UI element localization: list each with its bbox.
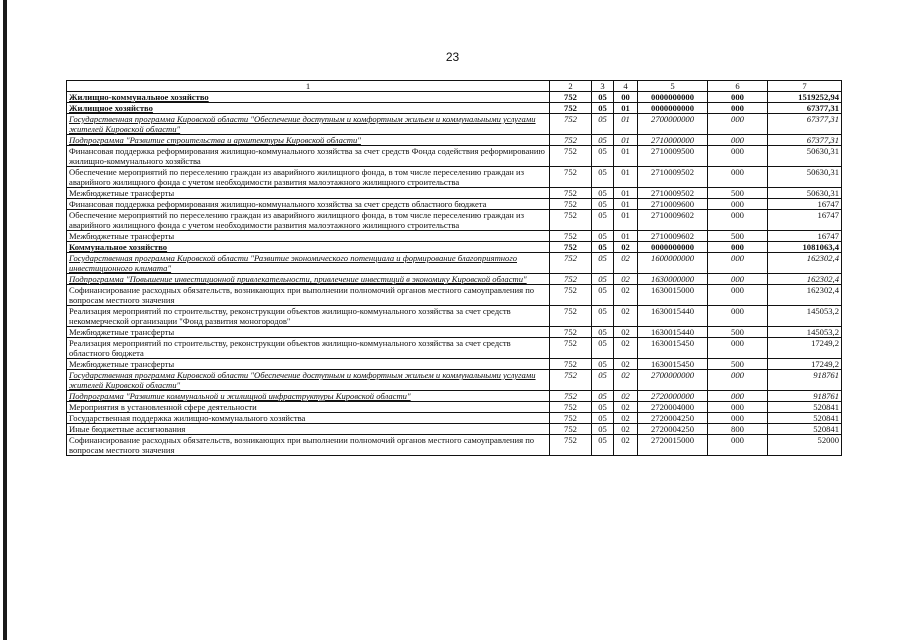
row-admin-code: 752 bbox=[550, 391, 592, 402]
table-row bbox=[67, 114, 842, 135]
header-cell: 1 bbox=[67, 81, 550, 92]
table-row bbox=[67, 146, 842, 167]
row-admin-code: 752 bbox=[550, 424, 592, 435]
row-target-article: 2710009502 bbox=[638, 188, 708, 199]
row-expense-type: 000 bbox=[708, 402, 768, 413]
row-subsection: 00 bbox=[614, 92, 638, 103]
table-row bbox=[67, 424, 842, 435]
row-subsection: 01 bbox=[614, 103, 638, 114]
row-expense-type: 500 bbox=[708, 359, 768, 370]
row-expense-type: 000 bbox=[708, 167, 768, 188]
row-amount: 67377,31 bbox=[768, 103, 842, 114]
table-row bbox=[67, 306, 842, 327]
row-amount: 67377,31 bbox=[768, 135, 842, 146]
row-amount: 145053,2 bbox=[768, 327, 842, 338]
row-amount: 918761 bbox=[768, 370, 842, 391]
row-section: 05 bbox=[592, 103, 614, 114]
row-amount: 67377,31 bbox=[768, 114, 842, 135]
row-section: 05 bbox=[592, 370, 614, 391]
row-target-article: 2720004250 bbox=[638, 413, 708, 424]
row-subsection: 02 bbox=[614, 253, 638, 274]
table-row bbox=[67, 231, 842, 242]
row-section: 05 bbox=[592, 435, 614, 456]
row-amount: 918761 bbox=[768, 391, 842, 402]
row-section: 05 bbox=[592, 391, 614, 402]
row-section: 05 bbox=[592, 242, 614, 253]
row-expense-type: 000 bbox=[708, 199, 768, 210]
row-name: Межбюджетные трансферты bbox=[67, 188, 550, 199]
row-section: 05 bbox=[592, 413, 614, 424]
row-target-article: 1630015000 bbox=[638, 285, 708, 306]
row-amount: 52000 bbox=[768, 435, 842, 456]
header-cell: 6 bbox=[708, 81, 768, 92]
table-row bbox=[67, 210, 842, 231]
row-name: Подпрограмма "Повышение инвестиционной привлекательности, привлечение инвестиций в экономику Кировской области" bbox=[67, 274, 550, 285]
row-name: Государственная программа Кировской области "Развитие экономического потенциала и формирование благоприятного инвестиционного климата" bbox=[67, 253, 550, 274]
row-name: Межбюджетные трансферты bbox=[67, 359, 550, 370]
row-section: 05 bbox=[592, 306, 614, 327]
row-name: Финансовая поддержка реформирования жилищно-коммунального хозяйства за счет средств Фонда содействия реформированию жилищно-коммунального хозяйства bbox=[67, 146, 550, 167]
row-subsection: 01 bbox=[614, 199, 638, 210]
table-row bbox=[67, 391, 842, 402]
row-subsection: 02 bbox=[614, 327, 638, 338]
row-subsection: 02 bbox=[614, 413, 638, 424]
row-name: Коммунальное хозяйство bbox=[67, 242, 550, 253]
header-cell: 5 bbox=[638, 81, 708, 92]
row-section: 05 bbox=[592, 146, 614, 167]
table-row bbox=[67, 402, 842, 413]
row-admin-code: 752 bbox=[550, 210, 592, 231]
row-subsection: 02 bbox=[614, 402, 638, 413]
table-row bbox=[67, 188, 842, 199]
row-name: Софинансирование расходных обязательств, возникающих при выполнении полномочий органов местного самоуправления по вопросам местного значения bbox=[67, 435, 550, 456]
row-name: Иные бюджетные ассигнования bbox=[67, 424, 550, 435]
row-section: 05 bbox=[592, 327, 614, 338]
row-subsection: 02 bbox=[614, 338, 638, 359]
row-admin-code: 752 bbox=[550, 242, 592, 253]
row-target-article: 1630015450 bbox=[638, 338, 708, 359]
row-amount: 16747 bbox=[768, 210, 842, 231]
row-amount: 162302,4 bbox=[768, 253, 842, 274]
row-section: 05 bbox=[592, 253, 614, 274]
row-target-article: 1630015440 bbox=[638, 306, 708, 327]
row-section: 05 bbox=[592, 274, 614, 285]
row-expense-type: 000 bbox=[708, 210, 768, 231]
row-target-article: 2710009602 bbox=[638, 210, 708, 231]
row-admin-code: 752 bbox=[550, 135, 592, 146]
row-name: Реализация мероприятий по строительству, реконструкции объектов жилищно-коммунального хозяйства за счет средств областного бюджета bbox=[67, 338, 550, 359]
row-subsection: 02 bbox=[614, 274, 638, 285]
row-amount: 520841 bbox=[768, 413, 842, 424]
row-name: Государственная поддержка жилищно-коммунального хозяйства bbox=[67, 413, 550, 424]
row-expense-type: 000 bbox=[708, 435, 768, 456]
row-subsection: 02 bbox=[614, 424, 638, 435]
row-admin-code: 752 bbox=[550, 285, 592, 306]
row-admin-code: 752 bbox=[550, 370, 592, 391]
row-name: Государственная программа Кировской области "Обеспечение доступным и комфортным жильем и коммунальными услугами жителей Кировской области" bbox=[67, 114, 550, 135]
table-row bbox=[67, 92, 842, 103]
row-name: Финансовая поддержка реформирования жилищно-коммунального хозяйства за счет средств областного бюджета bbox=[67, 199, 550, 210]
row-subsection: 02 bbox=[614, 391, 638, 402]
row-section: 05 bbox=[592, 199, 614, 210]
table-body bbox=[67, 92, 842, 456]
row-expense-type: 000 bbox=[708, 338, 768, 359]
table-row bbox=[67, 359, 842, 370]
row-section: 05 bbox=[592, 210, 614, 231]
row-name: Софинансирование расходных обязательств, возникающих при выполнении полномочий органов местного самоуправления по вопросам местного значения bbox=[67, 285, 550, 306]
table-row bbox=[67, 253, 842, 274]
row-subsection: 01 bbox=[614, 210, 638, 231]
page-edge-bar bbox=[3, 0, 7, 640]
row-subsection: 02 bbox=[614, 306, 638, 327]
row-admin-code: 752 bbox=[550, 435, 592, 456]
row-subsection: 01 bbox=[614, 146, 638, 167]
row-section: 05 bbox=[592, 424, 614, 435]
row-admin-code: 752 bbox=[550, 338, 592, 359]
header-cell: 4 bbox=[614, 81, 638, 92]
row-expense-type: 000 bbox=[708, 413, 768, 424]
row-section: 05 bbox=[592, 167, 614, 188]
row-target-article: 2710009600 bbox=[638, 199, 708, 210]
header-cell: 2 bbox=[550, 81, 592, 92]
row-amount: 17249,2 bbox=[768, 359, 842, 370]
row-admin-code: 752 bbox=[550, 146, 592, 167]
row-target-article: 2720004000 bbox=[638, 402, 708, 413]
table-row bbox=[67, 338, 842, 359]
row-expense-type: 000 bbox=[708, 274, 768, 285]
row-amount: 520841 bbox=[768, 424, 842, 435]
row-target-article: 2710009602 bbox=[638, 231, 708, 242]
table-row bbox=[67, 370, 842, 391]
row-amount: 1519252,94 bbox=[768, 92, 842, 103]
row-name: Реализация мероприятий по строительству, реконструкции объектов жилищно-коммунального хозяйства за счет средств некоммерческой организации "Фонд развития моногородов" bbox=[67, 306, 550, 327]
row-expense-type: 000 bbox=[708, 114, 768, 135]
row-section: 05 bbox=[592, 285, 614, 306]
row-admin-code: 752 bbox=[550, 402, 592, 413]
table-row bbox=[67, 167, 842, 188]
row-target-article: 1630015450 bbox=[638, 359, 708, 370]
row-subsection: 02 bbox=[614, 359, 638, 370]
table-row bbox=[67, 327, 842, 338]
row-target-article: 2700000000 bbox=[638, 114, 708, 135]
table-header-row bbox=[67, 81, 842, 92]
row-subsection: 02 bbox=[614, 242, 638, 253]
row-name: Обеспечение мероприятий по переселению граждан из аварийного жилищного фонда, в том числе переселению граждан из аварийного жилищного фонда с учетом необходимости развития малоэтажного жилищного строительства bbox=[67, 210, 550, 231]
budget-table bbox=[66, 80, 842, 456]
row-expense-type: 500 bbox=[708, 231, 768, 242]
row-target-article: 2720000000 bbox=[638, 391, 708, 402]
row-amount: 17249,2 bbox=[768, 338, 842, 359]
row-section: 05 bbox=[592, 338, 614, 359]
row-amount: 50630,31 bbox=[768, 188, 842, 199]
row-expense-type: 000 bbox=[708, 242, 768, 253]
row-target-article: 2710009502 bbox=[638, 167, 708, 188]
table-row bbox=[67, 413, 842, 424]
table-row bbox=[67, 199, 842, 210]
row-target-article: 1600000000 bbox=[638, 253, 708, 274]
row-admin-code: 752 bbox=[550, 306, 592, 327]
row-expense-type: 000 bbox=[708, 391, 768, 402]
row-amount: 145053,2 bbox=[768, 306, 842, 327]
row-expense-type: 500 bbox=[708, 327, 768, 338]
table-row bbox=[67, 274, 842, 285]
row-section: 05 bbox=[592, 402, 614, 413]
row-name: Жилищное хозяйство bbox=[67, 103, 550, 114]
row-amount: 50630,31 bbox=[768, 146, 842, 167]
row-section: 05 bbox=[592, 92, 614, 103]
row-name: Межбюджетные трансферты bbox=[67, 327, 550, 338]
row-name: Межбюджетные трансферты bbox=[67, 231, 550, 242]
page-number: 23 bbox=[445, 50, 460, 64]
row-admin-code: 752 bbox=[550, 167, 592, 188]
row-name: Подпрограмма "Развитие строительства и архитектуры Кировской области" bbox=[67, 135, 550, 146]
row-section: 05 bbox=[592, 114, 614, 135]
row-amount: 16747 bbox=[768, 199, 842, 210]
table-row bbox=[67, 435, 842, 456]
row-amount: 520841 bbox=[768, 402, 842, 413]
row-target-article: 2700000000 bbox=[638, 370, 708, 391]
row-name: Государственная программа Кировской области "Обеспечение доступным и комфортным жильем и коммунальными услугами жителей Кировской области" bbox=[67, 370, 550, 391]
row-target-article: 2720015000 bbox=[638, 435, 708, 456]
row-target-article: 0000000000 bbox=[638, 242, 708, 253]
row-subsection: 01 bbox=[614, 167, 638, 188]
row-expense-type: 000 bbox=[708, 285, 768, 306]
row-section: 05 bbox=[592, 231, 614, 242]
row-target-article: 0000000000 bbox=[638, 103, 708, 114]
row-section: 05 bbox=[592, 359, 614, 370]
row-expense-type: 000 bbox=[708, 370, 768, 391]
row-target-article: 2710000000 bbox=[638, 135, 708, 146]
row-admin-code: 752 bbox=[550, 231, 592, 242]
row-name: Подпрограмма "Развитие коммунальной и жилищной инфраструктуры Кировской области" bbox=[67, 391, 550, 402]
row-name: Жилищно-коммунальное хозяйство bbox=[67, 92, 550, 103]
row-subsection: 01 bbox=[614, 114, 638, 135]
row-target-article: 1630015440 bbox=[638, 327, 708, 338]
row-section: 05 bbox=[592, 188, 614, 199]
header-cell: 7 bbox=[768, 81, 842, 92]
row-target-article: 2710009500 bbox=[638, 146, 708, 167]
row-expense-type: 000 bbox=[708, 103, 768, 114]
row-expense-type: 500 bbox=[708, 188, 768, 199]
row-amount: 50630,31 bbox=[768, 167, 842, 188]
row-subsection: 01 bbox=[614, 135, 638, 146]
row-admin-code: 752 bbox=[550, 103, 592, 114]
row-target-article: 2720004250 bbox=[638, 424, 708, 435]
row-subsection: 02 bbox=[614, 370, 638, 391]
row-expense-type: 000 bbox=[708, 146, 768, 167]
row-admin-code: 752 bbox=[550, 274, 592, 285]
row-subsection: 02 bbox=[614, 285, 638, 306]
header-cell: 3 bbox=[592, 81, 614, 92]
row-admin-code: 752 bbox=[550, 199, 592, 210]
row-amount: 162302,4 bbox=[768, 274, 842, 285]
row-subsection: 01 bbox=[614, 188, 638, 199]
row-section: 05 bbox=[592, 135, 614, 146]
row-admin-code: 752 bbox=[550, 327, 592, 338]
row-expense-type: 000 bbox=[708, 253, 768, 274]
row-name: Мероприятия в установленной сфере деятельности bbox=[67, 402, 550, 413]
row-amount: 16747 bbox=[768, 231, 842, 242]
row-admin-code: 752 bbox=[550, 359, 592, 370]
row-admin-code: 752 bbox=[550, 253, 592, 274]
row-admin-code: 752 bbox=[550, 114, 592, 135]
table-row bbox=[67, 135, 842, 146]
row-expense-type: 000 bbox=[708, 135, 768, 146]
table-row bbox=[67, 103, 842, 114]
row-admin-code: 752 bbox=[550, 92, 592, 103]
row-subsection: 01 bbox=[614, 231, 638, 242]
row-expense-type: 000 bbox=[708, 92, 768, 103]
row-target-article: 0000000000 bbox=[638, 92, 708, 103]
row-name: Обеспечение мероприятий по переселению граждан из аварийного жилищного фонда, в том числе переселению граждан из аварийного жилищного фонда с учетом необходимости развития малоэтажного жилищного строительства bbox=[67, 167, 550, 188]
row-amount: 162302,4 bbox=[768, 285, 842, 306]
row-target-article: 1630000000 bbox=[638, 274, 708, 285]
table-row bbox=[67, 242, 842, 253]
row-admin-code: 752 bbox=[550, 188, 592, 199]
row-subsection: 02 bbox=[614, 435, 638, 456]
row-amount: 1081063,4 bbox=[768, 242, 842, 253]
row-expense-type: 000 bbox=[708, 306, 768, 327]
row-expense-type: 800 bbox=[708, 424, 768, 435]
row-admin-code: 752 bbox=[550, 413, 592, 424]
table-row bbox=[67, 285, 842, 306]
